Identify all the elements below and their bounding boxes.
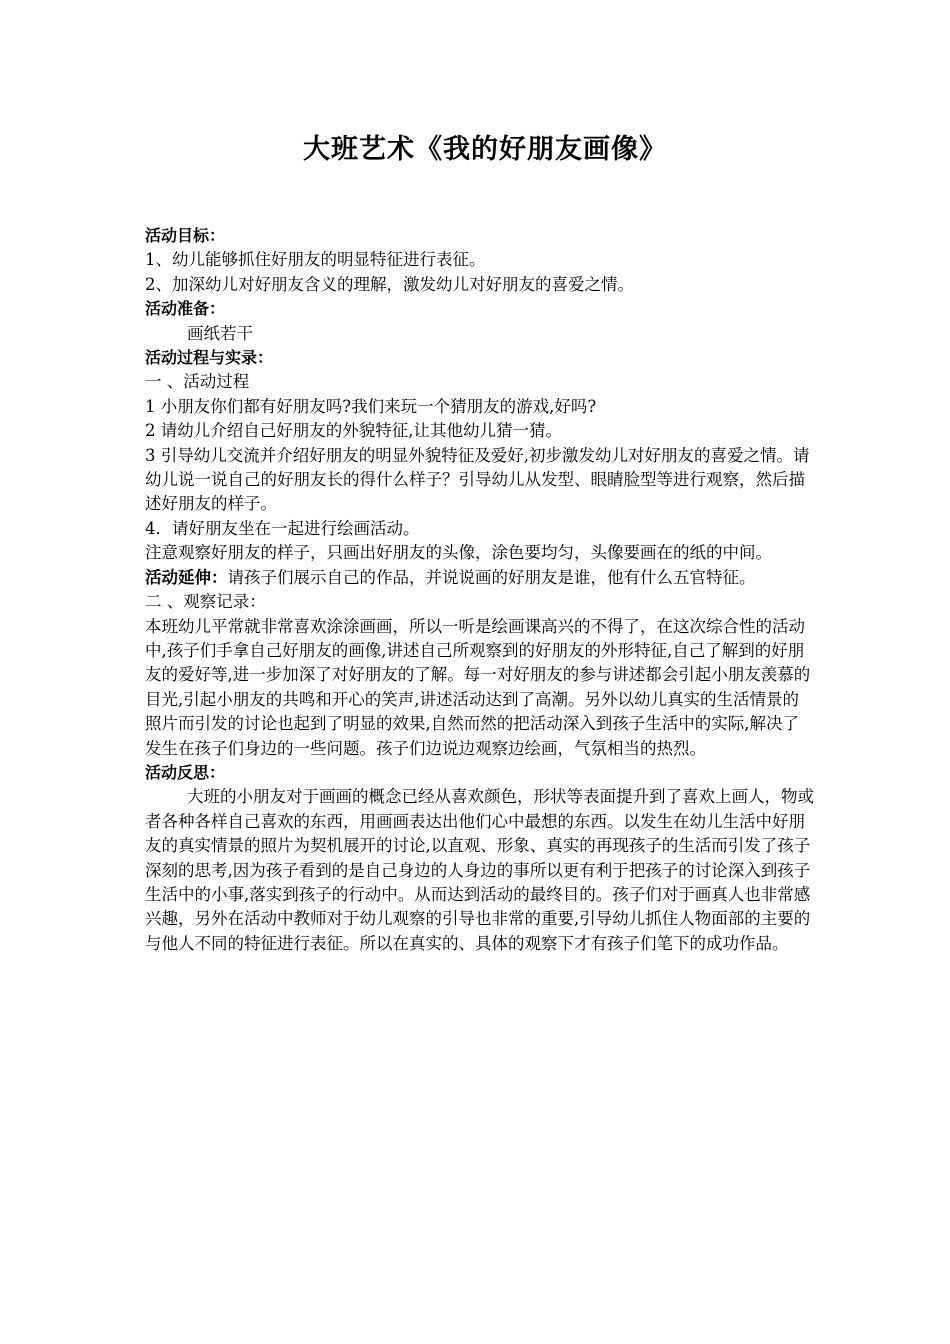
goal-item-2: 2、加深幼儿对好朋友含义的理解，激发幼儿对好朋友的喜爱之情。 — [145, 274, 634, 294]
reflection-text: 大班的小朋友对于画画的概念已经从喜欢颜色，形状等表面提升到了喜欢上画人，物或者各种各样自己喜欢的东西，用画画表达出他们心中最想的东西。以发生在幼儿生活中好朋友的真实情景的照片为契机展开的讨论,以直观、形象、真实的再现孩子的生活而引发了孩子深刻的思考,因为孩子看到的是自己身边的人身边的事所以更有利于把孩子的讨论深入到孩子生活中的小事,落实到孩子的行动中。从而达到活动的最终目的。孩子们对于画真人也非常感兴趣，另外在活动中教师对于幼儿观察的引导也非常的重要,引导幼儿抓住人物面部的主要的与他人不同的特征进行表征。所以在真实的、具体的观察下才有孩子们笔下的成功作品。 — [145, 787, 814, 953]
process-step-3: 3 引导幼儿交流并介绍好朋友的明显外貌特征及爱好,初步激发幼儿对好朋友的喜爱之情。请幼儿说一说自己的好朋友长的得什么样子？引导幼儿从发型、眼睛脸型等进行观察，然后描述好朋友的样子。 — [145, 445, 810, 514]
process-heading: 活动过程与实录： — [145, 348, 274, 368]
document-body — [145, 224, 815, 956]
observation-text: 本班幼儿平常就非常喜欢涂涂画画，所以一听是绘画课高兴的不得了，在这次综合性的活动中,孩子们手拿自己好朋友的画像,讲述自己所观察到的好朋友的外形特征,自己了解到的好朋友的爱好等,进一步加深了对好朋友的了解。每一对好朋友的参与讲述都会引起小朋友羡慕的目光,引起小朋友的共鸣和开心的笑声,讲述活动达到了高潮。另外以幼儿真实的生活情景的照片而引发的讨论也起到了明显的效果,自然而然的把活动深入到孩子生活中的实际,解决了发生在孩子们身边的一些问题。孩子们边说边观察边绘画，气氛相当的热烈。 — [145, 616, 811, 758]
goal-item-1: 1、幼儿能够抓住好朋友的明显特征进行表征。 — [145, 250, 486, 270]
process-step-1: 1 小朋友你们都有好朋友吗?我们来玩一个猜朋友的游戏,好吗? — [145, 396, 597, 416]
goals-heading: 活动目标： — [145, 226, 226, 245]
reflection-heading: 活动反思： — [145, 762, 226, 782]
observation-title: 二 、观察记录： — [145, 592, 266, 612]
preparation-text: 画纸若干 — [187, 323, 253, 343]
preparation-heading: 活动准备： — [145, 299, 226, 319]
extension-paragraph — [145, 566, 815, 590]
process-step-2: 2 请幼儿介绍自己好朋友的外貌特征,让其他幼儿猜一猜。 — [145, 421, 562, 441]
document-title: 大班艺术《我的好朋友画像》 — [303, 134, 667, 165]
extension-heading: 活动延伸： — [145, 567, 228, 587]
process-step-4: 4．请好朋友坐在一起进行绘画活动。 — [145, 518, 420, 538]
process-section-title: 一 、活动过程 — [145, 372, 250, 392]
process-note: 注意观察好朋友的样子，只画出好朋友的头像，涂色要均匀，头像要画在的纸的中间。 — [145, 543, 772, 563]
extension-text: 请孩子们展示自己的作品，并说说画的好朋友是谁，他有什么五官特征。 — [227, 567, 756, 587]
